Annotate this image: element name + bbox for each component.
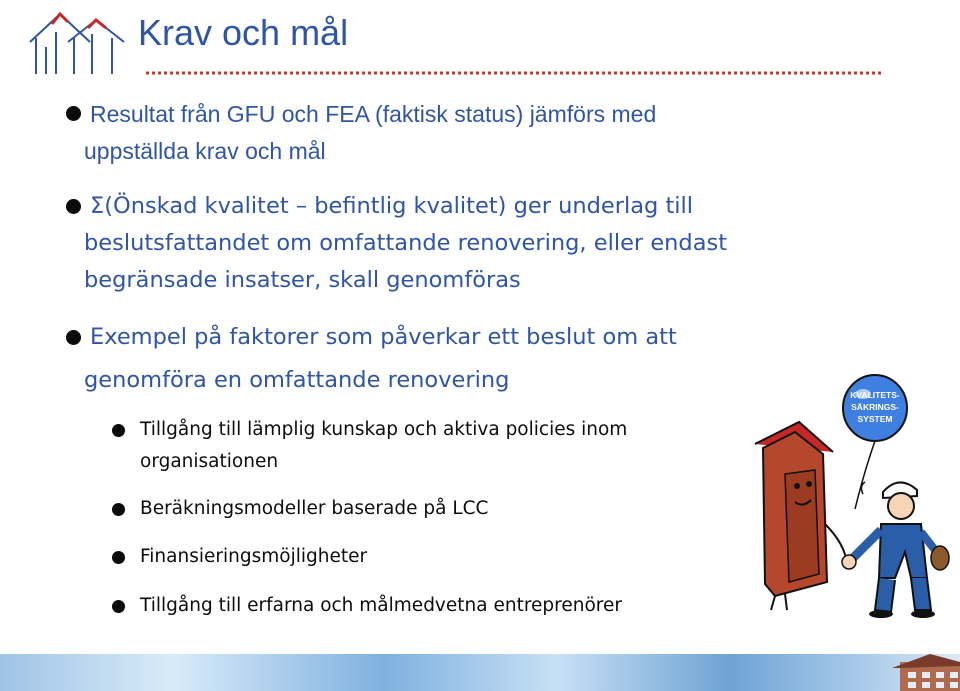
bullet-dot-icon: [66, 330, 81, 345]
balloon-label-1: KVALITETS-: [850, 390, 900, 400]
bullet-2-line2: beslutsfattandet om omfattande renovering, eller endast: [84, 230, 728, 256]
subbullet-3: [140, 541, 730, 573]
balloon-illustration: [735, 374, 957, 622]
bullet-3: [90, 319, 850, 356]
subbullet-2-line1: Beräkningsmodeller baserade på LCC: [140, 498, 489, 519]
subbullet-4-line1: Tillgång till erfarna och målmedvetna entreprenörer: [140, 595, 622, 616]
bullet-dot-icon: [112, 551, 125, 564]
balloon-label-3: SYSTEM: [857, 414, 893, 424]
bullet-3-line1: Exempel på faktorer som påverkar ett beslut om att: [90, 324, 677, 350]
bullet-3-line2: genomföra en omfattande renovering: [84, 367, 510, 393]
bullet-dot-icon: [112, 503, 125, 516]
house-logo-icon: [22, 2, 132, 82]
subbullet-4: [140, 590, 730, 622]
bullet-2: [90, 188, 850, 225]
slide-title: Krav och mål: [138, 12, 349, 53]
subbullet-1: [140, 414, 730, 478]
balloon-label-2: SÄKRINGS-: [851, 402, 899, 412]
subbullet-1-line1: Tillgång till lämplig kunskap och aktiva policies inom: [140, 419, 628, 440]
bullet-2-line1: Σ(Önskad kvalitet – befintlig kvalitet) ger underlag till: [90, 193, 694, 219]
bullet-3-cont: [84, 362, 844, 399]
bullet-dot-icon: [66, 106, 81, 121]
bullet-2-line3: begränsade insatser, skall genomföras: [84, 267, 521, 293]
bullet-1-line2: uppställda krav och mål: [84, 138, 326, 164]
bullet-1: [90, 96, 850, 133]
building-icon: [870, 654, 960, 691]
subbullet-1-line2: organisationen: [140, 451, 279, 472]
subbullet-3-line1: Finansieringsmöjligheter: [140, 546, 368, 567]
bullet-1-cont: [84, 133, 844, 170]
footer-band: [0, 654, 960, 691]
subbullet-2: [140, 493, 730, 525]
title-dotted-rule: [146, 70, 884, 76]
bullet-dot-icon: [112, 424, 125, 437]
bullet-2-cont: [84, 225, 844, 299]
bullet-1-line1: Resultat från GFU och FEA (faktisk status) jämförs med: [90, 101, 657, 127]
bullet-dot-icon: [112, 600, 125, 613]
bullet-dot-icon: [66, 199, 81, 214]
